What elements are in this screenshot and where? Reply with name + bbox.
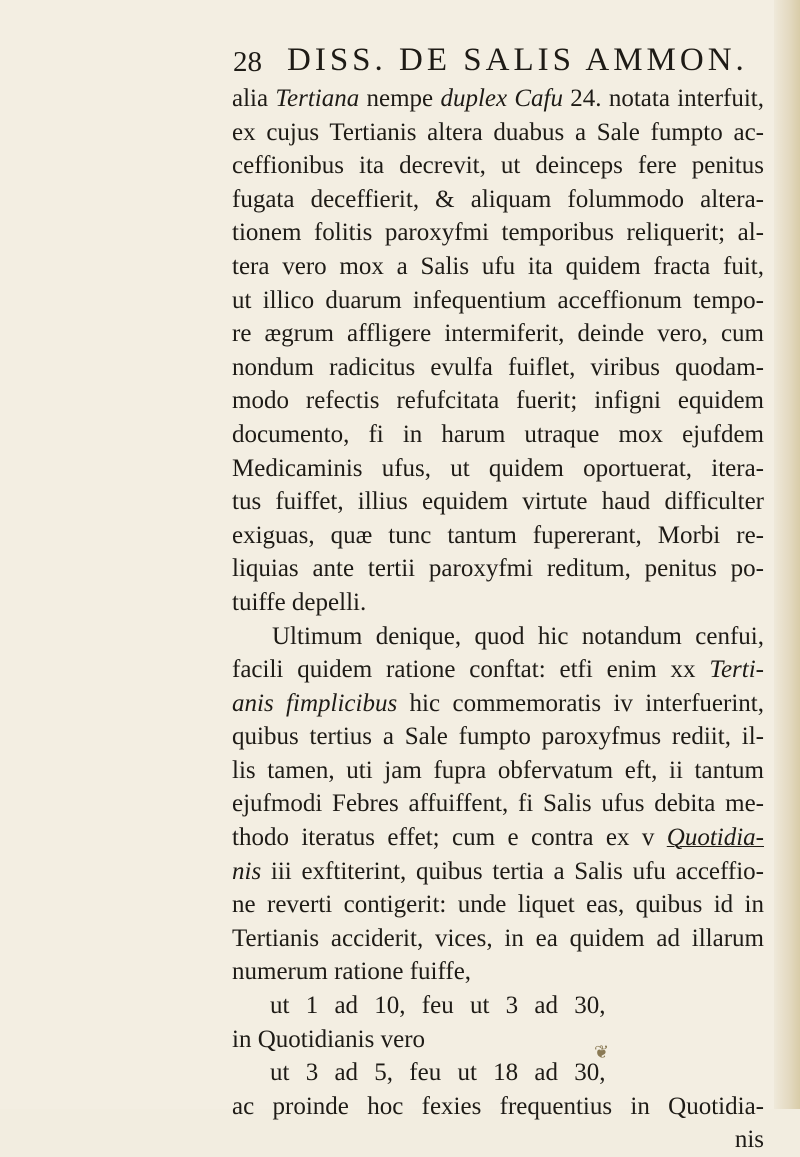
text-line [232, 317, 764, 351]
text-line [232, 519, 764, 553]
text-line [232, 116, 764, 150]
text-segment: ut 3 ad 5, feu ut 18 ad 30, [270, 1059, 606, 1087]
text-segment: ne reverti contigerit: unde liquet eas, quibus id in [232, 891, 764, 919]
text-segment: thodo iteratus effet; cum e contra ex v [232, 824, 667, 852]
text-line [232, 384, 764, 418]
text-line [232, 485, 764, 519]
text-segment: tus fuiffet, illius equidem virtute haud difficulter [232, 488, 764, 516]
text-line [232, 216, 764, 250]
text-segment: ut 1 ad 10, feu ut 3 ad 30, [270, 992, 606, 1020]
text-line [232, 149, 764, 183]
text-segment: documento, fi in harum utraque mox ejufdem [232, 420, 764, 448]
text-line [232, 754, 764, 788]
text-segment: iii exftiterint, quibus tertia a Salis ufu acceffio- [261, 857, 764, 885]
text-segment: Tertianis acciderit, vices, in ea quidem ad illarum [232, 924, 764, 952]
text-line [232, 821, 764, 855]
text-line [232, 1023, 764, 1057]
text-line [232, 586, 764, 620]
text-segment: 24. notata interfuit, [563, 85, 764, 112]
text-line [232, 351, 764, 385]
text-segment: modo refectis refufcitata fuerit; infigni equidem [232, 387, 764, 415]
text-segment: alia [232, 85, 276, 112]
text-line [232, 888, 764, 922]
text-segment: hic commemoratis iv interfuerint, [397, 689, 764, 717]
text-segment: exiguas, quæ tunc tantum fupererant, Morbi re- [232, 521, 764, 549]
text-line [232, 687, 764, 721]
text-segment: Medicaminis ufus, ut quidem oportuerat, itera- [232, 454, 764, 482]
text-line [232, 720, 764, 754]
text-line [232, 653, 764, 687]
text-segment: tera vero mox a Salis ufu ita quidem fracta fuit, [232, 252, 764, 280]
text-segment: lis tamen, uti jam fupra obfervatum eft, ii tantum [232, 756, 764, 784]
text-line [232, 955, 764, 989]
text-segment: tionem folitis paroxyfmi temporibus reliquerit; al- [232, 219, 764, 247]
italic-text: anis fimplicibus [232, 689, 398, 717]
text-line [232, 250, 764, 284]
text-segment: facili quidem ratione conftat: etfi enim xx [232, 656, 710, 684]
text-segment: ejufmodi Febres affuiffent, fi Salis ufus debita me- [232, 790, 764, 818]
text-segment: quibus tertius a Sale fumpto paroxyfmus rediit, il- [232, 723, 764, 751]
text-line [232, 284, 764, 318]
text-line [232, 183, 764, 217]
text-line [232, 787, 764, 821]
text-segment: fugata deceffierit, & aliquam folummodo altera- [232, 185, 764, 213]
text-line [232, 82, 764, 116]
text-line [232, 922, 764, 956]
italic-text: nis [232, 857, 262, 885]
text-segment: liquias ante tertii paroxyfmi reditum, penitus po- [232, 555, 764, 583]
page-edge [774, 0, 800, 1109]
body-text [232, 82, 764, 1157]
text-segment: ceffionibus ita decrevit, ut deinceps fere penitus [232, 152, 764, 180]
text-segment: nis [734, 1126, 764, 1154]
italic-text: Terti- [709, 656, 764, 684]
text-line [232, 620, 764, 654]
text-line [232, 989, 764, 1023]
text-segment: ex cujus Tertianis altera duabus a Sale fumpto ac- [232, 118, 764, 146]
text-segment: re ægrum affligere intermiferit, deinde vero, cum [232, 320, 764, 348]
text-segment: numerum ratione fuiffe, [232, 958, 472, 986]
text-segment: tuiffe depelli. [232, 588, 367, 616]
text-line [232, 418, 764, 452]
text-line [232, 1090, 764, 1124]
text-segment: nempe [359, 85, 441, 112]
text-line [232, 1056, 764, 1090]
page-number: 28 [233, 46, 262, 78]
italic-text: Quotidia- [666, 824, 764, 852]
text-line [232, 452, 764, 486]
text-segment: in Quotidianis vero [232, 1025, 426, 1053]
running-head: DISS. DE SALIS AMMON. [287, 42, 748, 78]
text-segment: ut illico duarum infequentium acceffionum tempo- [232, 286, 764, 314]
ornament-mark: ❦ [594, 1042, 610, 1062]
text-line [232, 1123, 764, 1157]
text-segment: nondum radicitus evulfa fuiflet, viribus quodam- [232, 353, 764, 381]
text-line [232, 855, 764, 889]
text-line [232, 552, 764, 586]
page-header [233, 42, 773, 82]
text-segment: ac proinde hoc fexies frequentius in Quotidia- [232, 1092, 764, 1120]
italic-text: Tertiana [275, 85, 360, 112]
text-segment: Ultimum denique, quod hic notandum cenfui, [272, 622, 764, 650]
italic-text: duplex Cafu [440, 85, 564, 112]
